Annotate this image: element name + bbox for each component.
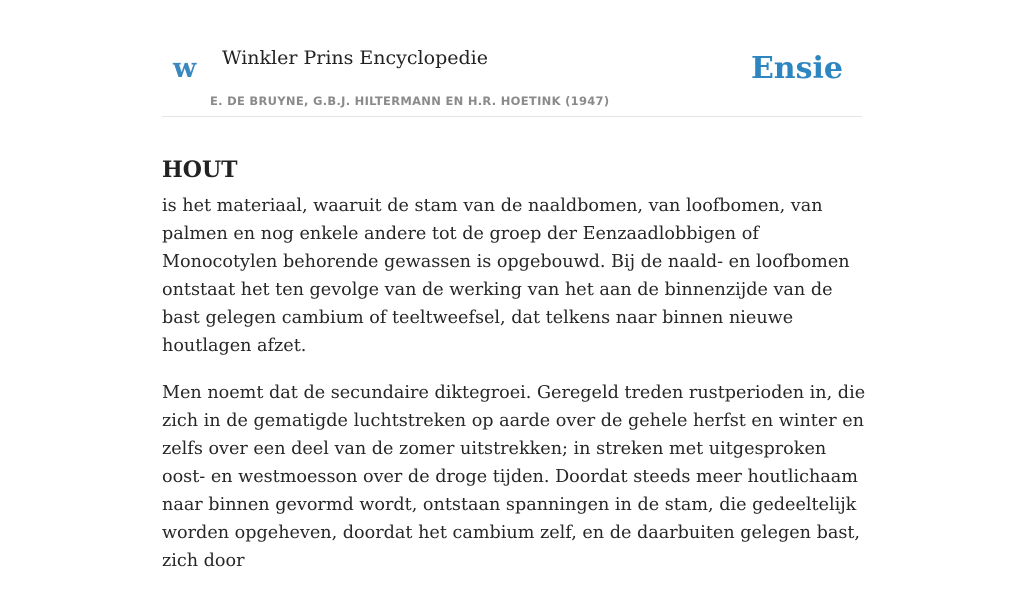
article-body [162,192,867,594]
source-header [162,0,862,117]
source-title[interactable]: Winkler Prins Encyclopedie [222,47,488,69]
source-logo[interactable]: w [173,53,197,84]
article-paragraph-2: Men noemt dat de secundaire diktegroei. Geregeld treden rustperioden in, die zich in de gematigde luchtstreken op aarde over de gehele herfst en winter en zelfs over een deel van de zomer uitstrekken; in streken met uitgesproken oost- en westmoesson over de droge tijden. Doordat steeds meer houtlichaam naar binnen gevormd wordt, ontstaan spanningen in de stam, die gedeeltelijk worden opgeheven, doordat het cambium zelf, en de daarbuiten gelegen bast, zich door [162,383,866,571]
source-authors: E. DE BRUYNE, G.B.J. HILTERMANN EN H.R. HOETINK (1947) [210,94,610,108]
ensie-logo[interactable]: Ensie [750,51,843,86]
article-headword: HOUT [162,156,238,183]
article-paragraph-1: is het materiaal, waaruit de stam van de naaldbomen, van loofbomen, van palmen en nog enkele andere tot de groep der Eenzaadlobbigen of Monocotylen behorende gewassen is opgebouwd. Bij de naald- en loofbomen ontstaat het ten gevolge van de werking van het aan de binnenzijde van de bast gelegen cambium of teeltweefsel, dat telkens naar binnen nieuwe houtlagen afzet. [162,196,850,356]
